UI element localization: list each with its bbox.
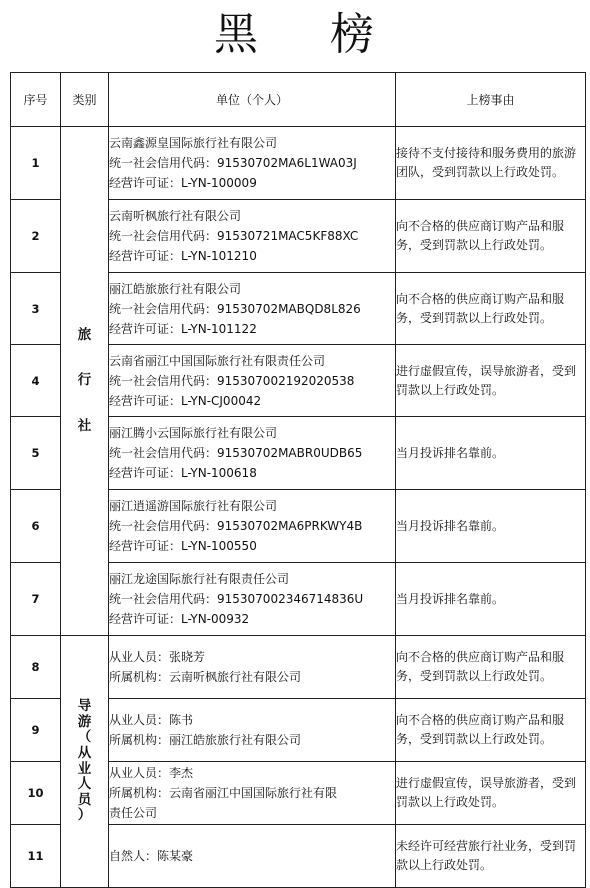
- category-char: 导: [77, 698, 92, 715]
- unit-cell: [109, 345, 396, 417]
- row-number: 4: [11, 345, 61, 417]
- row-number: 3: [11, 273, 61, 345]
- category-char: 旅: [77, 326, 92, 343]
- license-number: 经营许可证：L-YN-100550: [109, 539, 257, 553]
- unit-name: 丽江皓旅旅行社有限公司: [109, 281, 242, 296]
- reason-cell: 当月投诉排名靠前。: [396, 490, 586, 563]
- reason-cell: 当月投诉排名靠前。: [396, 417, 586, 490]
- category-char: 业: [77, 760, 92, 777]
- reason-cell: 进行虚假宣传，误导旅游者，受到罚款以上行政处罚。: [396, 762, 586, 825]
- row-number: 11: [11, 825, 61, 888]
- credit-code: 统一社会信用代码：91530721MAC5KF88XC: [109, 229, 359, 243]
- practitioner-name: 从业人员：张晓芳: [109, 650, 206, 664]
- table-row: [11, 636, 586, 699]
- category-char: ）: [77, 807, 92, 824]
- unit-cell: [109, 417, 396, 490]
- reason-cell: 向不合格的供应商订购产品和服务，受到罚款以上行政处罚。: [396, 636, 586, 699]
- reason-cell: 当月投诉排名靠前。: [396, 563, 586, 636]
- credit-code: 统一社会信用代码：915307002192020538: [109, 373, 355, 388]
- category-char: 从: [77, 744, 92, 761]
- row-number: 10: [11, 762, 61, 825]
- unit-cell: [109, 273, 396, 345]
- category-char: 社: [77, 417, 92, 434]
- reason-cell: 未经许可经营旅行社业务，受到罚款以上行政处罚。: [396, 825, 586, 888]
- table-header-row: [11, 73, 586, 127]
- license-number: 经营许可证：L-YN-100618: [109, 466, 257, 480]
- affiliated-org: 所属机构：云南听枫旅行社有限公司: [109, 670, 302, 684]
- reason-cell: 接待不支付接待和服务费用的旅游团队，受到罚款以上行政处罚。: [396, 127, 586, 200]
- category-tour-guide: [61, 636, 109, 888]
- license-number: 经营许可证：L-YN-101210: [109, 249, 257, 263]
- category-char: （: [77, 729, 92, 746]
- unit-cell: [109, 636, 396, 699]
- unit-cell: [109, 127, 396, 200]
- category-travel-agency: [61, 127, 109, 636]
- unit-name: 云南省丽江中国国际旅行社有限责任公司: [109, 353, 326, 368]
- category-char: 员: [77, 791, 92, 808]
- row-number: 9: [11, 699, 61, 762]
- unit-cell: [109, 563, 396, 636]
- reason-cell: 向不合格的供应商订购产品和服务，受到罚款以上行政处罚。: [396, 699, 586, 762]
- license-number: 经营许可证：L-YN-100009: [109, 176, 257, 190]
- unit-cell: [109, 490, 396, 563]
- row-number: 7: [11, 563, 61, 636]
- unit-name: 丽江腾小云国际旅行社有限公司: [109, 426, 278, 440]
- row-number: 5: [11, 417, 61, 490]
- credit-code: 统一社会信用代码：915307002346714836U: [109, 592, 364, 606]
- practitioner-name: 从业人员：李杰: [109, 766, 194, 780]
- category-char: 游: [77, 713, 92, 730]
- affiliated-org-continued: 责任公司: [109, 806, 158, 820]
- header-number: 序号: [11, 73, 61, 127]
- affiliated-org: 所属机构：丽江皓旅旅行社有限公司: [109, 733, 302, 747]
- title-char-2: 榜: [330, 9, 376, 60]
- license-number: 经营许可证：L-YN-101122: [109, 321, 257, 336]
- practitioner-name: 从业人员：陈书: [109, 713, 194, 727]
- header-reason: 上榜事由: [396, 73, 586, 127]
- credit-code: 统一社会信用代码：91530702MABQD8L826: [109, 301, 361, 316]
- reason-cell: 进行虚假宣传，误导旅游者，受到罚款以上行政处罚。: [396, 345, 586, 417]
- unit-name: 丽江龙途国际旅行社有限责任公司: [109, 572, 290, 586]
- unit-cell: [109, 200, 396, 273]
- unit-name: 丽江逍遥游国际旅行社有限公司: [109, 499, 278, 513]
- credit-code: 统一社会信用代码：91530702MABR0UDB65: [109, 446, 363, 460]
- row-number: 2: [11, 200, 61, 273]
- table-row: [11, 127, 586, 200]
- row-number: 8: [11, 636, 61, 699]
- page-title: [0, 4, 590, 66]
- unit-cell: [109, 825, 396, 888]
- natural-person-name: 自然人：陈某豪: [109, 849, 194, 863]
- unit-name: 云南听枫旅行社有限公司: [109, 209, 242, 223]
- title-char-1: 黑: [214, 9, 260, 60]
- reason-cell: 向不合格的供应商订购产品和服务，受到罚款以上行政处罚。: [396, 200, 586, 273]
- unit-cell: [109, 699, 396, 762]
- category-char: 行: [77, 372, 92, 389]
- reason-cell: 向不合格的供应商订购产品和服务，受到罚款以上行政处罚。: [396, 273, 586, 345]
- unit-name: 云南鑫源皇国际旅行社有限公司: [109, 136, 278, 150]
- license-number: 经营许可证：L-YN-00932: [109, 612, 250, 626]
- category-char: 人: [77, 776, 92, 793]
- header-unit: 单位（个人）: [109, 73, 396, 127]
- unit-cell: [109, 762, 396, 825]
- blacklist-table: [10, 72, 586, 888]
- row-number: 1: [11, 127, 61, 200]
- row-number: 6: [11, 490, 61, 563]
- credit-code: 统一社会信用代码：91530702MA6L1WA03J: [109, 156, 357, 170]
- license-number: 经营许可证：L-YN-CJ00042: [109, 393, 262, 408]
- affiliated-org: 所属机构：云南省丽江中国国际旅行社有限: [109, 786, 338, 800]
- header-category: 类别: [61, 73, 109, 127]
- credit-code: 统一社会信用代码：91530702MA6PRKWY4B: [109, 519, 363, 533]
